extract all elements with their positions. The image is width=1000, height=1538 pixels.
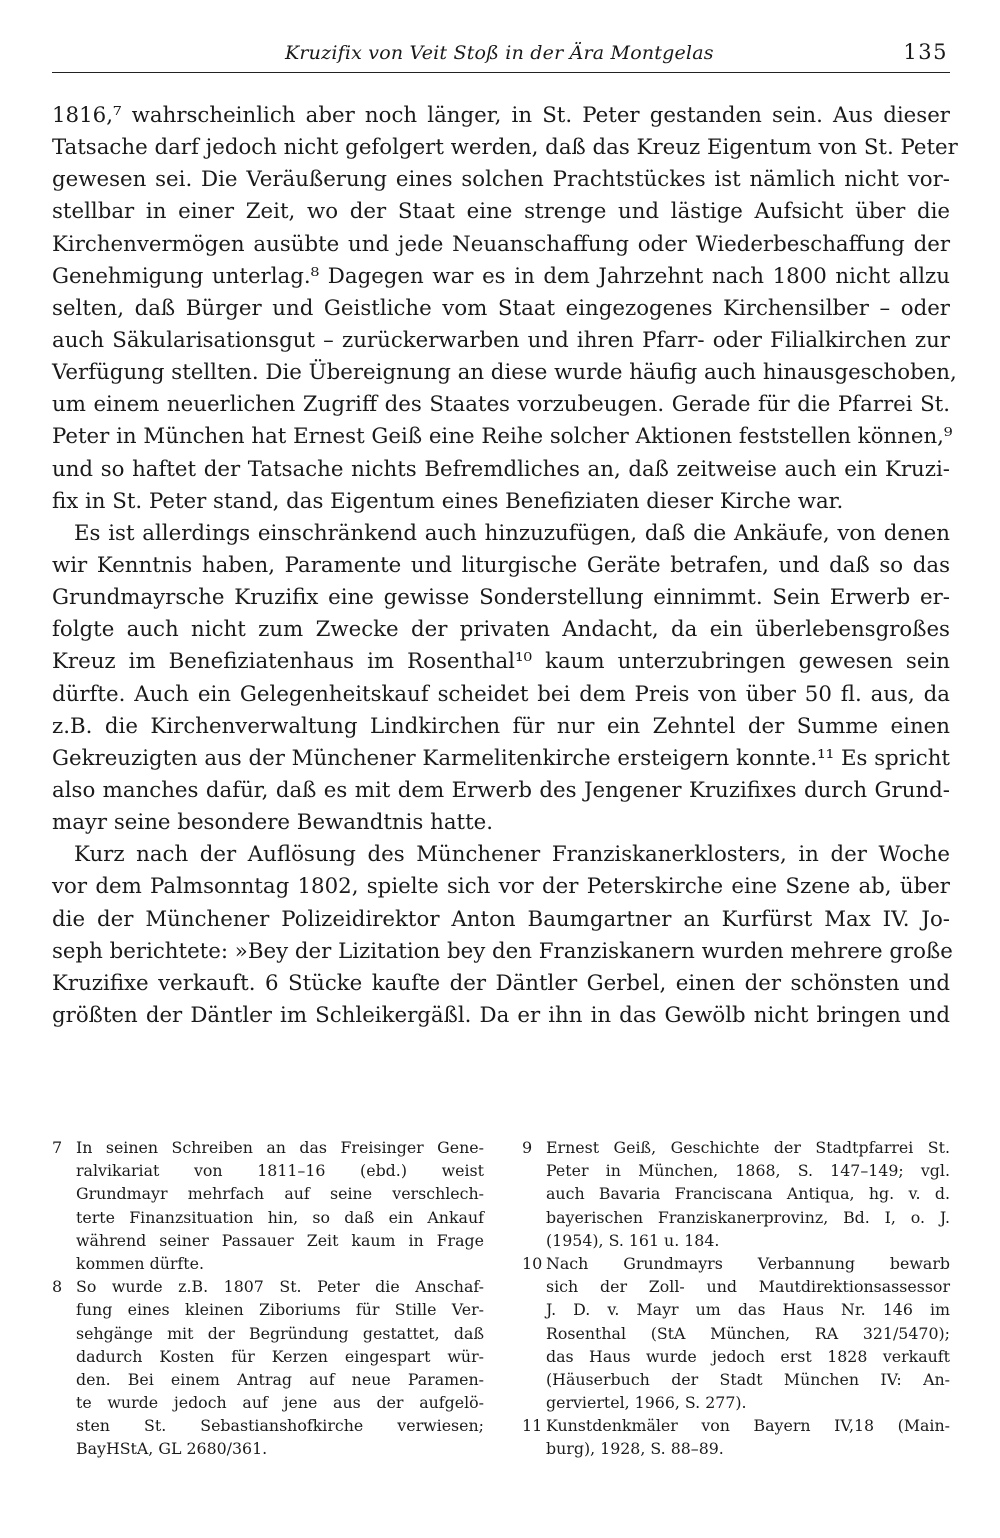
footnote-line: sehgänge mit der Begründung gestattet, daß bbox=[76, 1323, 484, 1343]
text-line: die der Münchener Polizeidirektor Anton Baumgartner an Kurfürst Max IV. Jo- bbox=[52, 906, 950, 932]
footnote-line: während seiner Passauer Zeit kaum in Frage bbox=[76, 1230, 484, 1250]
text-line: und so haftet der Tatsache nichts Befremdliches an, daß zeitweise auch ein Kruzi- bbox=[52, 456, 950, 482]
footnote-line: sich der Zoll- und Mautdirektionsassessor bbox=[546, 1277, 950, 1297]
footnote-line: Ernest Geiß, Geschichte der Stadtpfarrei St. bbox=[546, 1138, 950, 1157]
paragraph bbox=[52, 518, 950, 839]
text-line: Kruzifixe verkauft. 6 Stücke kaufte der Däntler Gerbel, einen der schönsten und bbox=[52, 970, 950, 996]
footnote-line: gerviertel, 1966, S. 277). bbox=[546, 1393, 747, 1413]
footnote-line: J. D. v. Mayr um das Haus Nr. 146 im bbox=[546, 1300, 950, 1320]
footnote-line: So wurde z.B. 1807 St. Peter die Anschaf- bbox=[76, 1277, 484, 1297]
footnote-line: den. Bei einem Antrag auf neue Paramen- bbox=[76, 1369, 484, 1389]
footnote-line: Grundmayr mehrfach auf seine verschlech- bbox=[76, 1184, 484, 1204]
footnote-line: das Haus wurde jedoch erst 1828 verkauft bbox=[546, 1346, 950, 1366]
text-line: Gekreuzigten aus der Münchener Karmelitenkirche ersteigern konnte.¹¹ Es spricht bbox=[52, 745, 950, 771]
footnote-line: bayerischen Franziskanerprovinz, Bd. I, o. J. bbox=[546, 1207, 950, 1227]
footnote-line: In seinen Schreiben an das Freisinger Gene- bbox=[76, 1138, 484, 1157]
text-line: Genehmigung unterlag.⁸ Dagegen war es in dem Jahrzehnt nach 1800 nicht allzu bbox=[52, 263, 950, 289]
footnote-line: (Häuserbuch der Stadt München IV: An- bbox=[546, 1369, 950, 1389]
text-line: dürfte. Auch ein Gelegenheitskauf scheidet bei dem Preis von über 50 fl. aus, da bbox=[52, 681, 950, 707]
text-line: selten, daß Bürger und Geistliche vom Staat eingezogenes Kirchensilber – oder bbox=[52, 295, 950, 321]
paragraph bbox=[52, 100, 958, 518]
text-line: Es ist allerdings einschränkend auch hinzuzufügen, daß die Ankäufe, von denen bbox=[74, 520, 950, 546]
footnote-line: (1954), S. 161 u. 184. bbox=[546, 1230, 720, 1250]
paragraph bbox=[52, 839, 953, 1032]
footnote-number: 11 bbox=[522, 1416, 543, 1436]
footnote-line: ralvikariat von 1811–16 (ebd.) weist bbox=[76, 1161, 484, 1181]
footnote-line: dadurch Kosten für Kerzen eingespart wür- bbox=[76, 1346, 484, 1366]
body-text bbox=[52, 100, 958, 1032]
footnote-8 bbox=[52, 1275, 484, 1461]
text-line: also manches dafür, daß es mit dem Erwerb des Jengener Kruzifixes durch Grund- bbox=[52, 777, 950, 803]
footnote-line: te wurde jedoch auf jene aus der aufgelö- bbox=[76, 1393, 484, 1413]
text-line: fix in St. Peter stand, das Eigentum eines Benefiziaten dieser Kirche war. bbox=[52, 488, 844, 514]
text-line: Grundmayrsche Kruzifix eine gewisse Sonderstellung einnimmt. Sein Erwerb er- bbox=[52, 585, 950, 611]
text-line: 1816,⁷ wahrscheinlich aber noch länger, in St. Peter gestanden sein. Aus dieser bbox=[52, 103, 950, 128]
footnote-line: terte Finanzsituation hin, so daß ein Ankauf bbox=[76, 1207, 484, 1227]
text-line: Kreuz im Benefiziatenhaus im Rosenthal¹⁰ kaum unterzubringen gewesen sein bbox=[52, 649, 950, 675]
text-line: Tatsache darf jedoch nicht gefolgert werden, daß das Kreuz Eigentum von St. Peter bbox=[52, 135, 958, 161]
footnotes-left-column bbox=[52, 1136, 484, 1461]
text-line: mayr seine besondere Bewandtnis hatte. bbox=[52, 810, 494, 836]
text-line: folgte auch nicht zum Zwecke der privaten Andacht, da ein überlebensgroßes bbox=[52, 617, 950, 643]
footnote-10 bbox=[522, 1252, 950, 1414]
text-line: größten der Däntler im Schleikergäßl. Da er ihn in das Gewölb nicht bringen und bbox=[52, 1002, 950, 1028]
text-line: Peter in München hat Ernest Geiß eine Reihe solcher Aktionen feststellen können,⁹ bbox=[52, 424, 953, 450]
text-line: seph berichtete: »Bey der Lizitation bey den Franziskanern wurden mehrere große bbox=[52, 938, 953, 964]
running-title: Kruzifix von Veit Stoß in der Ära Montgelas bbox=[285, 42, 714, 64]
text-line: Kirchenvermögen ausübte und jede Neuanschaffung oder Wiederbeschaffung der bbox=[52, 231, 950, 257]
text-line: vor dem Palmsonntag 1802, spielte sich vor der Peterskirche eine Szene ab, über bbox=[52, 874, 950, 900]
footnote-line: burg), 1928, S. 88–89. bbox=[546, 1439, 724, 1459]
text-line: gewesen sei. Die Veräußerung eines solchen Prachtstückes ist nämlich nicht vor- bbox=[52, 167, 950, 193]
running-header bbox=[52, 38, 950, 73]
footnote-line: Kunstdenkmäler von Bayern IV,18 (Main- bbox=[546, 1416, 950, 1436]
footnote-line: auch Bavaria Franciscana Antiqua, hg. v. d. bbox=[546, 1184, 950, 1204]
footnote-line: kommen dürfte. bbox=[76, 1253, 204, 1273]
footnote-line: Rosenthal (StA München, RA 321/5470); bbox=[546, 1323, 950, 1343]
footnote-number: 9 bbox=[522, 1138, 533, 1157]
footnote-line: Nach Grundmayrs Verbannung bewarb bbox=[546, 1253, 950, 1273]
footnotes-right-column bbox=[522, 1136, 950, 1461]
text-line: z.B. die Kirchenverwaltung Lindkirchen für nur ein Zehntel der Summe einen bbox=[52, 713, 950, 739]
footnote-number: 8 bbox=[52, 1277, 63, 1297]
footnote-line: BayHStA, GL 2680/361. bbox=[76, 1439, 268, 1459]
footnote-number: 10 bbox=[522, 1253, 543, 1273]
text-line: Verfügung stellten. Die Übereignung an diese wurde häufig auch hinausgeschoben, bbox=[52, 360, 957, 386]
footnote-line: Peter in München, 1868, S. 147–149; vgl. bbox=[546, 1161, 950, 1181]
text-line: Kurz nach der Auflösung des Münchener Franziskanerklosters, in der Woche bbox=[74, 842, 950, 868]
footnote-11 bbox=[522, 1414, 950, 1460]
text-line: wir Kenntnis haben, Paramente und liturgische Geräte betrafen, und daß so das bbox=[52, 552, 950, 578]
footnote-7 bbox=[52, 1136, 484, 1275]
text-line: auch Säkularisationsgut – zurückerwarben und ihren Pfarr- oder Filialkirchen zur bbox=[52, 327, 950, 353]
footnote-number: 7 bbox=[52, 1138, 63, 1157]
text-line: um einem neuerlichen Zugriff des Staates vorzubeugen. Gerade für die Pfarrei St. bbox=[52, 392, 950, 418]
footnote-9 bbox=[522, 1136, 950, 1252]
footnote-line: fung eines kleinen Ziboriums für Stille Ver- bbox=[76, 1300, 484, 1320]
footnote-line: sten St. Sebastianshofkirche verwiesen; bbox=[76, 1416, 484, 1436]
text-line: stellbar in einer Zeit, wo der Staat eine strenge und lästige Aufsicht über die bbox=[52, 199, 950, 225]
page-number: 135 bbox=[903, 40, 948, 64]
